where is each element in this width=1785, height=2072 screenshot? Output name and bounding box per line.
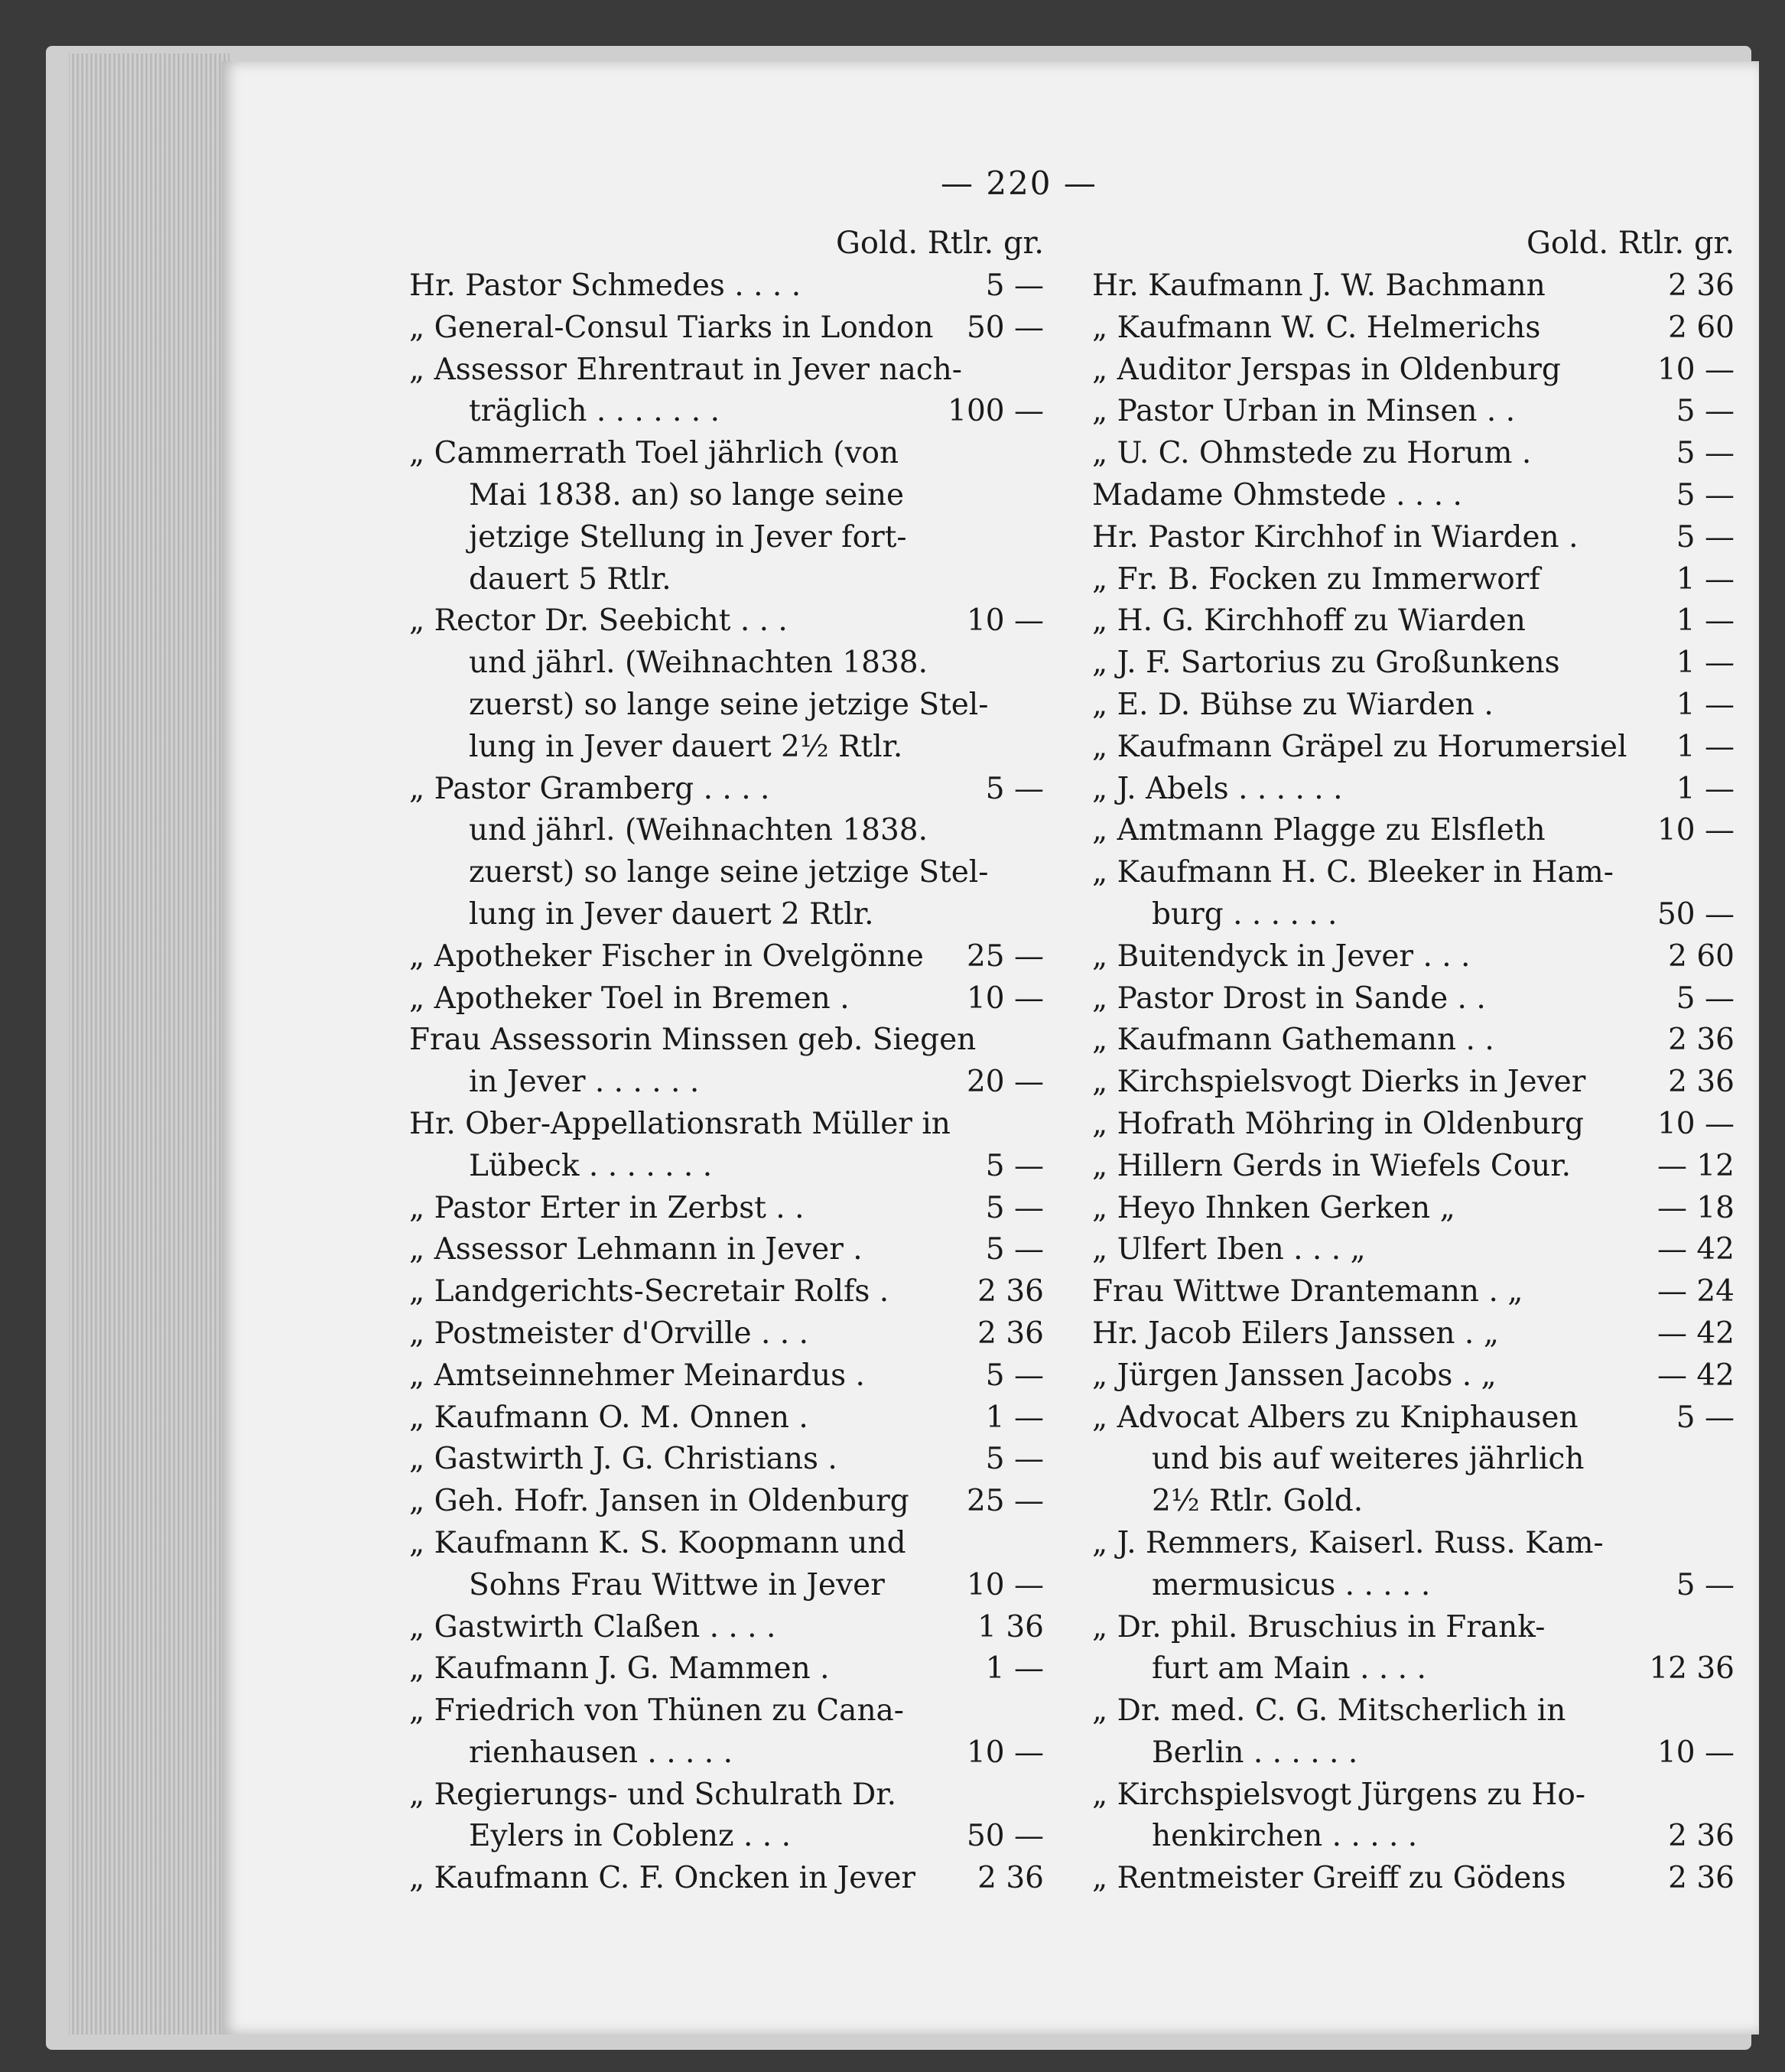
entry-text: „ Assessor Lehmann in Jever .: [409, 1232, 863, 1267]
list-item: [1092, 978, 1735, 1020]
entry-amount: 5 —: [1676, 519, 1735, 555]
entry-text: „ Hillern Gerds in Wiefels Cour.: [1092, 1148, 1572, 1183]
list-item: [1092, 1439, 1735, 1481]
list-item: [409, 1020, 1044, 1062]
list-item: [1092, 1271, 1735, 1313]
list-item: [1092, 1397, 1735, 1439]
list-item: [409, 1313, 1044, 1355]
entry-text: „ Geh. Hofr. Jansen in Oldenburg: [409, 1484, 909, 1519]
list-item: [1092, 685, 1735, 727]
left-column: [409, 226, 1044, 1900]
entry-text: Berlin . . . . . .: [1152, 1735, 1358, 1770]
list-item: [409, 1690, 1044, 1732]
entry-amount: 10 —: [966, 1735, 1044, 1770]
entry-text: „ Rector Dr. Seebicht . . .: [409, 603, 788, 639]
list-item: [1092, 642, 1735, 685]
entry-text: und jährl. (Weihnachten 1838.: [469, 813, 928, 848]
entry-text: „ Kaufmann Gräpel zu Horumersiel: [1092, 729, 1627, 764]
list-item: [1092, 1565, 1735, 1607]
entry-amount: 10 —: [1657, 1735, 1735, 1770]
page-edges: [69, 54, 229, 2035]
list-item: [409, 600, 1044, 642]
entry-amount: 1 —: [985, 1400, 1044, 1435]
list-item: [1092, 475, 1735, 517]
entry-text: „ Kaufmann W. C. Helmerichs: [1092, 310, 1541, 345]
entry-text: burg . . . . . .: [1152, 896, 1338, 932]
entry-text: lung in Jever dauert 2½ Rtlr.: [469, 729, 903, 764]
entry-text: „ General-Consul Tiarks in London: [409, 310, 934, 345]
entry-text: „ Dr. phil. Bruschius in Frank-: [1092, 1609, 1546, 1644]
entry-amount: 1 —: [1676, 687, 1735, 722]
entry-amount: 2 60: [1668, 938, 1735, 974]
entry-amount: 1 —: [985, 1651, 1044, 1687]
list-item: [1092, 391, 1735, 433]
entry-text: „ Gastwirth J. G. Christians .: [409, 1442, 837, 1477]
list-item: [409, 265, 1044, 307]
list-item: [1092, 1690, 1735, 1732]
entry-text: Hr. Ober-Appellationsrath Müller in: [409, 1106, 951, 1141]
list-item: [409, 1648, 1044, 1690]
entry-amount: 100 —: [948, 394, 1044, 429]
entry-text: Madame Ohmstede . . . .: [1092, 477, 1462, 512]
list-item: [409, 852, 1044, 894]
list-item: [1092, 307, 1735, 350]
entry-amount: 2 36: [1668, 1023, 1735, 1058]
entry-text: „ Hofrath Möhring in Oldenburg: [1092, 1106, 1585, 1141]
entry-text: Hr. Jacob Eilers Janssen . „: [1092, 1316, 1499, 1351]
list-item: [1092, 1229, 1735, 1271]
entry-amount: 2 36: [1668, 1861, 1735, 1896]
entry-amount: 2 36: [1668, 1065, 1735, 1100]
entry-text: „ Heyo Ihnken Gerken „: [1092, 1190, 1455, 1225]
entry-amount: 1 —: [1676, 603, 1735, 639]
entry-text: „ Cammerrath Toel jährlich (von: [409, 436, 899, 471]
entry-amount: 12 36: [1649, 1651, 1735, 1687]
entry-amount: 2 36: [1668, 268, 1735, 303]
entry-text: „ Regierungs- und Schulrath Dr.: [409, 1777, 896, 1812]
entry-text: „ E. D. Bühse zu Wiarden .: [1092, 687, 1494, 722]
entry-text: lung in Jever dauert 2 Rtlr.: [469, 896, 874, 932]
entry-amount: — 42: [1657, 1232, 1735, 1267]
entry-amount: 5 —: [985, 771, 1044, 806]
list-item: [409, 1439, 1044, 1481]
list-item: [1092, 1648, 1735, 1690]
entry-text: „ Pastor Urban in Minsen . .: [1092, 394, 1516, 429]
entry-text: „ Kaufmann Gathemann . .: [1092, 1023, 1494, 1058]
list-item: [1092, 1607, 1735, 1649]
list-item: [409, 978, 1044, 1020]
entry-amount: — 24: [1657, 1274, 1735, 1309]
entry-text: „ Amtmann Plagge zu Elsfleth: [1092, 813, 1546, 848]
entry-amount: 5 —: [1676, 1567, 1735, 1602]
entry-text: „ Amtseinnehmer Meinardus .: [409, 1358, 865, 1393]
list-item: [1092, 559, 1735, 601]
entry-amount: 10 —: [1657, 352, 1735, 387]
entry-amount: 50 —: [966, 310, 1044, 345]
entry-amount: 25 —: [966, 1484, 1044, 1519]
entry-text: „ Advocat Albers zu Kniphausen: [1092, 1400, 1579, 1435]
entry-text: „ Kaufmann C. F. Oncken in Jever: [409, 1861, 916, 1896]
entry-text: Frau Assessorin Minssen geb. Siegen: [409, 1023, 977, 1058]
entry-text: „ J. F. Sartorius zu Großunkens: [1092, 646, 1560, 681]
list-item: [1092, 517, 1735, 559]
list-item: [409, 1397, 1044, 1439]
entry-text: Sohns Frau Wittwe in Jever: [469, 1567, 885, 1602]
list-item: [1092, 1774, 1735, 1817]
entry-text: Hr. Kaufmann J. W. Bachmann: [1092, 268, 1546, 303]
entry-text: Hr. Pastor Kirchhof in Wiarden .: [1092, 519, 1579, 555]
entry-amount: 2 36: [977, 1316, 1044, 1351]
entry-text: „ Buitendyck in Jever . . .: [1092, 938, 1471, 974]
entry-amount: — 18: [1657, 1190, 1735, 1225]
entry-text: zuerst) so lange seine jetzige Stel-: [469, 855, 989, 890]
entry-text: henkirchen . . . . .: [1152, 1819, 1418, 1854]
entry-amount: — 12: [1657, 1148, 1735, 1183]
entry-text: „ Assessor Ehrentraut in Jever nach-: [409, 352, 962, 387]
entry-amount: 1 —: [1676, 646, 1735, 681]
list-item: [409, 1481, 1044, 1523]
list-item: [1092, 769, 1735, 811]
entry-text: „ Kaufmann J. G. Mammen .: [409, 1651, 830, 1687]
entry-amount: 1 —: [1676, 771, 1735, 806]
list-item: [409, 769, 1044, 811]
entry-text: „ Friedrich von Thünen zu Cana-: [409, 1693, 904, 1729]
list-item: [409, 1104, 1044, 1146]
list-item: [409, 475, 1044, 517]
entry-text: Hr. Pastor Schmedes . . . .: [409, 268, 801, 303]
entry-text: „ Auditor Jerspas in Oldenburg: [1092, 352, 1561, 387]
list-item: [409, 936, 1044, 978]
list-item: [409, 1774, 1044, 1817]
entry-text: 2½ Rtlr. Gold.: [1152, 1484, 1364, 1519]
list-item: [1092, 1062, 1735, 1104]
entry-text: „ U. C. Ohmstede zu Horum .: [1092, 436, 1532, 471]
entry-text: „ Kirchspielsvogt Dierks in Jever: [1092, 1065, 1586, 1100]
entry-text: dauert 5 Rtlr.: [469, 561, 671, 597]
entry-amount: 2 36: [1668, 1819, 1735, 1854]
list-item: [1092, 265, 1735, 307]
entry-amount: 50 —: [1657, 896, 1735, 932]
entry-text: und bis auf weiteres jährlich: [1152, 1442, 1585, 1477]
entry-amount: 2 36: [977, 1274, 1044, 1309]
list-item: [1092, 1481, 1735, 1523]
entry-amount: 1 36: [977, 1609, 1044, 1644]
list-item: [1092, 433, 1735, 475]
entry-text: jetzige Stellung in Jever fort-: [469, 519, 907, 555]
entry-text: „ Gastwirth Claßen . . . .: [409, 1609, 776, 1644]
list-item: [409, 1607, 1044, 1649]
list-item: [409, 1732, 1044, 1774]
entry-text: furt am Main . . . .: [1152, 1651, 1426, 1687]
entry-amount: 10 —: [966, 603, 1044, 639]
list-item: [409, 894, 1044, 936]
list-item: [1092, 600, 1735, 642]
entry-text: „ J. Remmers, Kaiserl. Russ. Kam-: [1092, 1525, 1604, 1560]
entry-text: rienhausen . . . . .: [469, 1735, 733, 1770]
entry-text: und jährl. (Weihnachten 1838.: [469, 646, 928, 681]
entry-amount: 10 —: [1657, 813, 1735, 848]
list-item: [409, 1188, 1044, 1230]
entry-amount: 10 —: [1657, 1106, 1735, 1141]
entry-amount: 5 —: [985, 1190, 1044, 1225]
list-item: [1092, 852, 1735, 894]
entry-text: träglich . . . . . . .: [469, 394, 720, 429]
list-item: [409, 1523, 1044, 1565]
entry-amount: 5 —: [1676, 477, 1735, 512]
entry-amount: 10 —: [966, 981, 1044, 1016]
entry-amount: 20 —: [966, 1065, 1044, 1100]
list-item: [1092, 1020, 1735, 1062]
entry-amount: 50 —: [966, 1819, 1044, 1854]
entry-text: „ H. G. Kirchhoff zu Wiarden: [1092, 603, 1526, 639]
list-item: [1092, 1313, 1735, 1355]
right-rows: [1092, 265, 1735, 1900]
list-item: [409, 517, 1044, 559]
entry-amount: 5 —: [985, 268, 1044, 303]
right-column: [1092, 226, 1735, 1900]
entry-amount: 5 —: [1676, 1400, 1735, 1435]
list-item: [409, 1062, 1044, 1104]
entry-amount: 5 —: [985, 1148, 1044, 1183]
entry-text: Lübeck . . . . . . .: [469, 1148, 713, 1183]
entry-text: „ Fr. B. Focken zu Immerworf: [1092, 561, 1540, 597]
entry-text: „ Dr. med. C. G. Mitscherlich in: [1092, 1693, 1566, 1729]
entry-amount: 5 —: [985, 1358, 1044, 1393]
list-item: [409, 1271, 1044, 1313]
list-item: [409, 391, 1044, 433]
list-item: [409, 1229, 1044, 1271]
entry-text: „ Kaufmann K. S. Koopmann und: [409, 1525, 906, 1560]
right-column-header: Gold. Rtlr. gr.: [1526, 226, 1735, 261]
entry-text: „ Apotheker Fischer in Ovelgönne: [409, 938, 924, 974]
list-item: [1092, 350, 1735, 392]
list-item: [1092, 727, 1735, 769]
entry-text: Mai 1838. an) so lange seine: [469, 477, 905, 512]
entry-amount: 2 36: [977, 1861, 1044, 1896]
list-item: [409, 350, 1044, 392]
list-item: [409, 1858, 1044, 1900]
left-rows: [409, 265, 1044, 1900]
entry-amount: 5 —: [1676, 981, 1735, 1016]
list-item: [409, 433, 1044, 475]
entry-text: „ Pastor Erter in Zerbst . .: [409, 1190, 805, 1225]
entry-amount: 2 60: [1668, 310, 1735, 345]
entry-text: „ Apotheker Toel in Bremen .: [409, 981, 850, 1016]
page-number: — 220 —: [941, 164, 1097, 202]
entry-amount: 5 —: [985, 1232, 1044, 1267]
list-item: [1092, 1355, 1735, 1397]
entry-amount: 25 —: [966, 938, 1044, 974]
list-item: [409, 685, 1044, 727]
list-item: [1092, 1104, 1735, 1146]
entry-amount: 1 —: [1676, 729, 1735, 764]
list-item: [1092, 1188, 1735, 1230]
list-item: [409, 642, 1044, 685]
entry-text: „ Ulfert Iben . . . „: [1092, 1232, 1366, 1267]
list-item: [1092, 1732, 1735, 1774]
list-item: [1092, 936, 1735, 978]
entry-text: „ Pastor Drost in Sande . .: [1092, 981, 1486, 1016]
list-item: [409, 1816, 1044, 1858]
list-item: [409, 307, 1044, 350]
entry-text: „ Pastor Gramberg . . . .: [409, 771, 770, 806]
entry-text: „ Landgerichts-Secretair Rolfs .: [409, 1274, 889, 1309]
entry-text: „ Kaufmann O. M. Onnen .: [409, 1400, 808, 1435]
list-item: [409, 1565, 1044, 1607]
list-item: [409, 1355, 1044, 1397]
entry-amount: 5 —: [985, 1442, 1044, 1477]
entry-text: „ J. Abels . . . . . .: [1092, 771, 1343, 806]
list-item: [1092, 1523, 1735, 1565]
entry-text: Eylers in Coblenz . . .: [469, 1819, 791, 1854]
entry-amount: 5 —: [1676, 436, 1735, 471]
left-column-header: Gold. Rtlr. gr.: [835, 226, 1044, 261]
list-item: [409, 1146, 1044, 1188]
entry-amount: — 42: [1657, 1358, 1735, 1393]
entry-text: „ Jürgen Janssen Jacobs . „: [1092, 1358, 1497, 1393]
list-item: [1092, 810, 1735, 852]
entry-text: „ Kirchspielsvogt Jürgens zu Ho-: [1092, 1777, 1586, 1812]
list-item: [1092, 1816, 1735, 1858]
entry-amount: — 42: [1657, 1316, 1735, 1351]
entry-amount: 5 —: [1676, 394, 1735, 429]
list-item: [1092, 1146, 1735, 1188]
entry-text: Frau Wittwe Drantemann . „: [1092, 1274, 1523, 1309]
entry-amount: 10 —: [966, 1567, 1044, 1602]
entry-text: „ Postmeister d'Orville . . .: [409, 1316, 808, 1351]
entry-text: „ Kaufmann H. C. Bleeker in Ham-: [1092, 855, 1614, 890]
list-item: [1092, 894, 1735, 936]
entry-text: mermusicus . . . . .: [1152, 1567, 1431, 1602]
entry-text: zuerst) so lange seine jetzige Stel-: [469, 687, 989, 722]
list-item: [409, 559, 1044, 601]
entry-text: „ Rentmeister Greiff zu Gödens: [1092, 1861, 1566, 1896]
entry-text: in Jever . . . . . .: [469, 1065, 700, 1100]
list-item: [409, 810, 1044, 852]
entry-amount: 1 —: [1676, 561, 1735, 597]
list-item: [1092, 1858, 1735, 1900]
list-item: [409, 727, 1044, 769]
